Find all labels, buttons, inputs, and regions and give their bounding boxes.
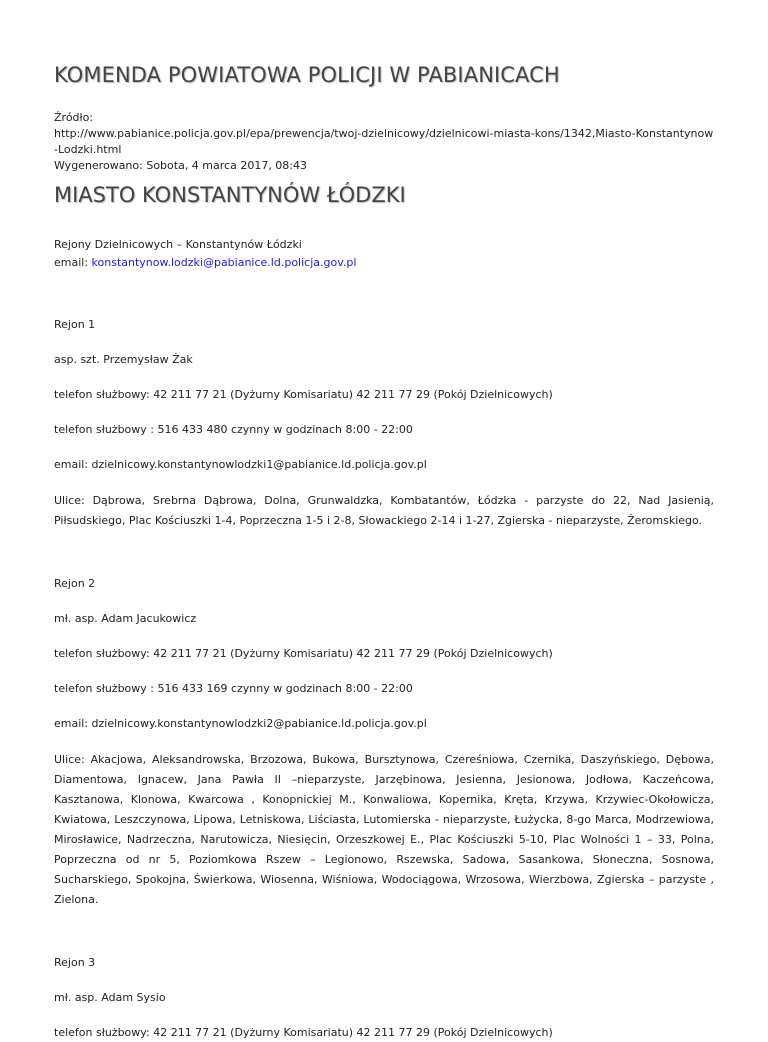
source-label: Źródło:: [54, 111, 94, 124]
rejon-name: Rejon 3: [54, 956, 96, 969]
officer-name: asp. szt. Przemysław Żak: [54, 353, 193, 366]
email-link[interactable]: konstantynow.lodzki@pabianice.ld.policja.gov.pl: [91, 256, 357, 269]
phone-line: telefon służbowy: 42 211 77 21 (Dyżurny Komisariatu) 42 211 77 29 (Pokój Dzielnicowych): [54, 1026, 553, 1039]
email-line: email: dzielnicowy.konstantynowlodzki2@pabianice.ld.policja.gov.pl: [54, 717, 427, 730]
phone-line: telefon służbowy: 42 211 77 21 (Dyżurny Komisariatu) 42 211 77 29 (Pokój Dzielnicowych): [54, 388, 553, 401]
rejon-name: Rejon 2: [54, 577, 96, 590]
officer-name: mł. asp. Adam Jacukowicz: [54, 612, 197, 625]
rejon-name: Rejon 1: [54, 318, 96, 331]
article-title: MIASTO KONSTANTYNÓW ŁÓDZKI: [54, 183, 406, 207]
streets-list: Ulice: Akacjowa, Aleksandrowska, Brzozowa, Bukowa, Bursztynowa, Czereśniowa, Czernika, Daszyńskiego, Dębowa, Diamentowa, Ignacew, Jana Pawła II –nieparzyste, Jarzębinowa, Jesienna, Jesionowa, Jodłowa, Kaczeńcowa, Kasztanowa, Klonowa, Kwarcowa , Konopnickiej M., Konwaliowa, Kopernika, Kręta, Krzywa, Krzywiec-Okołowicza, Kwiatowa, Leszczynowa, Lipowa, Letniskowa, Liściasta, Lutomierska - nieparzyste, Łużycka, 8-go Marca, Modrzewiowa, Mirosławice, Nadrzeczna, Narutowicza, Niesięcin, Orzeszkowej E., Plac Kościuszki 5-10, Plac Wolności 1 – 33, Polna, Poprzeczna od nr 5, Poziomkowa Rszew – Legionowo, Rszewska, Sadowa, Sasankowa, Słoneczna, Sosnowa, Sucharskiego, Spokojna, Świerkowa, Wiosenna, Wiśniowa, Wodociągowa, Wrzosowa, Wierzbowa, Zgierska – parzyste , Zielona.: [54, 753, 714, 906]
rejon-2: [54, 575, 714, 910]
rejon-1: [54, 316, 714, 531]
source-url: http://www.pabianice.policja.gov.pl/epa/prewencja/twoj-dzielnicowy/dzielnicowi-miasta-kons/1342,Miasto-Konstantynow-Lodzki.html: [54, 127, 714, 156]
rejon-3: [54, 954, 714, 1042]
email-line: email: dzielnicowy.konstantynowlodzki1@pabianice.ld.policja.gov.pl: [54, 458, 427, 471]
email-label: email:: [54, 256, 92, 269]
generated-date: Wygenerowano: Sobota, 4 marca 2017, 08:43: [54, 159, 308, 172]
intro-block: [54, 236, 714, 272]
intro-line: Rejony Dzielnicowych – Konstantynów Łódzki: [54, 238, 302, 251]
streets-list: Ulice: Dąbrowa, Srebrna Dąbrowa, Dolna, Grunwaldzka, Kombatantów, Łódzka - parzyste do 22, Nad Jasienią, Piłsudskiego, Plac Kościuszki 1-4, Poprzeczna 1-5 i 2-8, Słowackiego 2-14 i 1-27, Zgierska - nieparzyste, Żeromskiego.: [54, 494, 714, 527]
site-title: KOMENDA POWIATOWA POLICJI W PABIANICACH: [54, 63, 560, 87]
mobile-line: telefon służbowy : 516 433 480 czynny w godzinach 8:00 - 22:00: [54, 423, 413, 436]
source-meta: [54, 110, 714, 174]
intro-email-line: [54, 254, 714, 272]
phone-line: telefon służbowy: 42 211 77 21 (Dyżurny Komisariatu) 42 211 77 29 (Pokój Dzielnicowych): [54, 647, 553, 660]
mobile-line: telefon służbowy : 516 433 169 czynny w godzinach 8:00 - 22:00: [54, 682, 413, 695]
officer-name: mł. asp. Adam Sysio: [54, 991, 166, 1004]
